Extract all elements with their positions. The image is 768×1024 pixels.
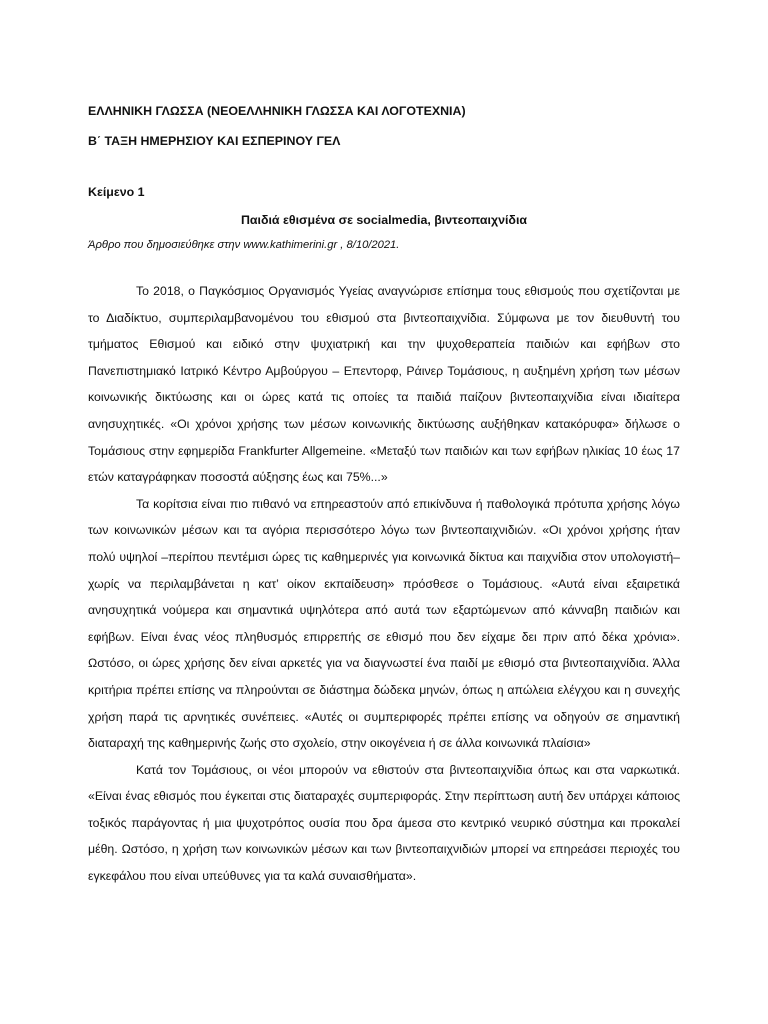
article-body xyxy=(88,278,680,890)
article-paragraph-3: Κατά τον Τομάσιους, οι νέοι μπορούν να εθιστούν στα βιντεοπαιχνίδια όπως και στα ναρκωτικά. «Είναι ένας εθισμός που έγκειται στις διαταραχές συμπεριφοράς. Στην περίπτωση αυτή δεν υπάρχει κάποιος τοξικός παράγοντας ή μια ψυχοτρόπος ουσία που δρα άμεσα στο κεντρικό νευρικό σύστημα και προκαλεί μέθη. Ωστόσο, η χρήση των κοινωνικών μέσων και των βιντεοπαιχνιδιών μπορεί να επηρεάσει περιοχές του εγκεφάλου που είναι υπεύθυνες για τα καλά συναισθήματα». xyxy=(88,762,680,884)
text-section-label: Κείμενο 1 xyxy=(88,185,145,199)
article-paragraph-1: Το 2018, ο Παγκόσμιος Οργανισμός Υγείας αναγνώρισε επίσημα τους εθισμούς που σχετίζονται με το Διαδίκτυο, συμπεριλαμβανομένου του εθισμού στα βιντεοπαιχνίδια. Σύμφωνα με τον διευθυντή του τμήματος Εθισμού και ειδικό στην ψυχιατρική και την ψυχοθεραπεία παιδιών και εφήβων στο Πανεπιστημιακό Ιατρικό Κέντρο Αμβούργου – Επεντορφ, Ράινερ Τομάσιους, η αυξημένη χρήση των μέσων κοινωνικής δικτύωσης και οι ώρες κατά τις οποίες τα παιδιά παίζουν βιντεοπαιχνίδια είναι ιδιαίτερα ανησυχητικές. «Οι χρόνοι χρήσης των μέσων κοινωνικής δικτύωσης αυξήθηκαν κατακόρυφα» δήλωσε ο Τομάσιους στην εφημερίδα Frankfurter Allgemeine. «Μεταξύ των παιδιών και των εφήβων ηλικίας 10 έως 17 ετών καταγράφηκαν ποσοστά αύξησης έως και 75%...» xyxy=(88,284,680,485)
article-paragraph-2: Τα κορίτσια είναι πιο πιθανό να επηρεαστούν από επικίνδυνα ή παθολογικά πρότυπα χρήσης λόγω των κοινωνικών μέσων και τα αγόρια περισσότερο λόγω των βιντεοπαιχνιδιών. «Οι χρόνοι χρήσης ήταν πολύ υψηλοί –περίπου πεντέμισι ώρες τις καθημερινές για κοινωνικά δίκτυα και παιχνίδια στον υπολογιστή– χωρίς να περιλαμβάνεται η κατ’ οίκον εκπαίδευση» πρόσθεσε ο Τομάσιους. «Αυτά είναι εξαιρετικά ανησυχητικά νούμερα και σημαντικά υψηλότερα από αυτά των εξαρτώμενων από κάνναβη παιδιών και εφήβων. Είναι ένας νέος πληθυσμός επιρρεπής σε εθισμό που δεν είχαμε δει πριν από δέκα χρόνια». Ωστόσο, οι ώρες χρήσης δεν είναι αρκετές για να διαγνωστεί ένα παιδί με εθισμό στα βιντεοπαιχνίδια. Άλλα κριτήρια πρέπει επίσης να πληρούνται σε διάστημα δώδεκα μηνών, όπως η απώλεια ελέγχου και η συνεχής χρήση παρά τις αρνητικές συνέπειες. «Αυτές οι συμπεριφορές πρέπει επίσης να οδηγούν σε σημαντική διαταραχή της καθημερινής ζωής στο σχολείο, στην οικογένεια ή σε άλλα κοινωνικά πλαίσια» xyxy=(88,496,680,751)
subject-heading: ΕΛΛΗΝΙΚΗ ΓΛΩΣΣΑ (ΝΕΟΕΛΛΗΝΙΚΗ ΓΛΩΣΣΑ ΚΑΙ ΛΟΓΟΤΕΧΝΙΑ) xyxy=(88,104,466,118)
article-source-note: Άρθρο που δημοσιεύθηκε στην www.kathimerini.gr , 8/10/2021. xyxy=(88,239,400,251)
class-heading: Β΄ ΤΑΞΗ ΗΜΕΡΗΣΙΟΥ ΚΑΙ ΕΣΠΕΡΙΝΟΥ ΓΕΛ xyxy=(88,134,341,148)
article-title: Παιδιά εθισμένα σε socialmedia, βιντεοπαιχνίδια xyxy=(240,213,528,227)
